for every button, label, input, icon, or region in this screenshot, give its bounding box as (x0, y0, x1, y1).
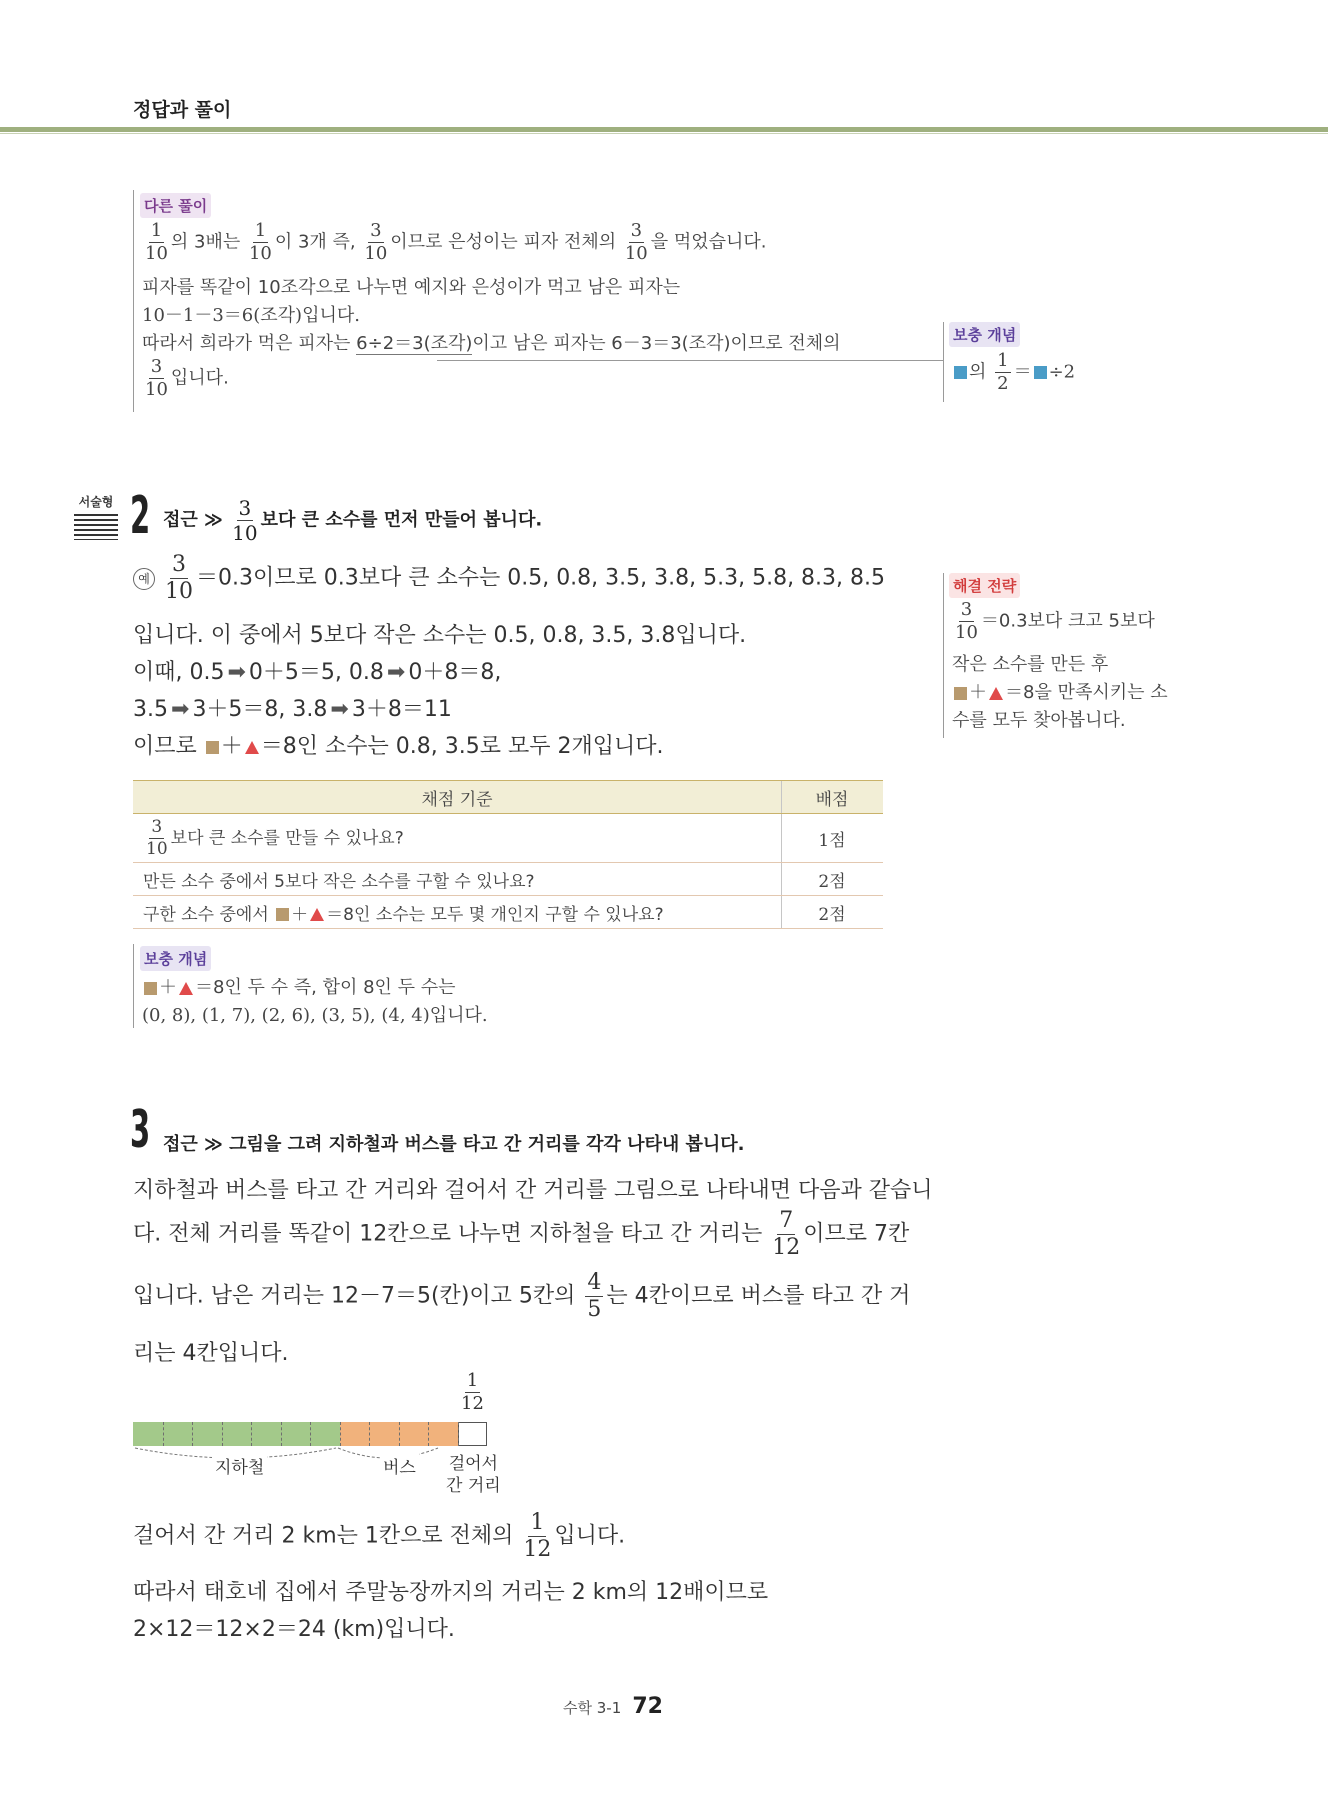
problem3-line2: 다. 전체 거리를 똑같이 12칸으로 나누면 지하철을 타고 간 거리는 $\frac{7}{12}$ 이므로 7칸 (133, 1208, 910, 1260)
blue-square-icon (1034, 366, 1047, 379)
bar-cell-divider (399, 1422, 400, 1446)
red-triangle-icon (179, 982, 193, 995)
rubric-criterion: $\frac{3}{10}$ 보다 큰 소수를 만들 수 있나요? (133, 814, 782, 863)
fraction-three-tenths: $\frac{3}{10}$ (624, 220, 648, 264)
alt-solution-line5: $\frac{3}{10}$ 입니다. (145, 356, 229, 400)
example-mark: 예 (133, 568, 155, 590)
bar-cell-divider (192, 1422, 193, 1446)
problem3-line6: 따라서 태호네 집에서 주말농장까지의 거리는 2 km의 12배이므로 (133, 1580, 769, 1605)
bar-cell-divider (251, 1422, 252, 1446)
bar-cell-divider (222, 1422, 223, 1446)
fraction-four-fifths: $\frac{4}{5}$ (587, 1270, 602, 1322)
essay-lines-icon (74, 514, 118, 540)
rubric-score: 1점 (782, 814, 884, 863)
side-note-supplement-formula: 의 $\frac{1}{2}$ ＝ ÷2 (952, 352, 1075, 393)
bar-cell-divider (340, 1422, 341, 1446)
fraction-one-tenth: $\frac{1}{10}$ (145, 220, 168, 264)
bar-cell (399, 1422, 429, 1446)
bar-cell-divider (458, 1422, 459, 1446)
leader-line (437, 360, 943, 361)
footer-page-number: 72 (632, 1694, 663, 1719)
problem2-number: 2 (130, 486, 151, 546)
page-header-title: 정답과 풀이 (133, 99, 232, 121)
scoring-rubric-table (133, 780, 883, 929)
supplement-note-tag: 보충 개념 (140, 946, 211, 971)
alt-solution-tag: 다른 풀이 (140, 193, 211, 218)
rubric-criterion: 만든 소수 중에서 5보다 작은 소수를 구할 수 있나요? (133, 863, 782, 896)
blue-square-icon (954, 366, 967, 379)
bar-cell-divider (281, 1422, 282, 1446)
fraction-three-tenths: $\frac{3}{10}$ (955, 599, 978, 643)
problem3-number: 3 (130, 1100, 151, 1160)
side-note-supplement-tag: 보충 개념 (949, 322, 1020, 347)
alt-solution-line4: 따라서 희라가 먹은 피자는 6÷2＝3(조각)이고 남은 피자는 6－3＝3(조각)이므로 전체의 (142, 333, 841, 354)
rubric-score: 2점 (782, 863, 884, 896)
underlined-expression: 6÷2＝3(조각) (356, 333, 473, 354)
fraction-three-tenths: $\frac{3}{10}$ (145, 356, 168, 400)
red-triangle-icon (245, 741, 259, 754)
essay-badge (74, 493, 118, 540)
tan-square-icon (144, 982, 157, 995)
supplement-note-line2: (0, 8), (1, 7), (2, 6), (3, 5), (4, 4)입니다. (142, 1005, 488, 1026)
side-note-strategy-line4: 수를 모두 찾아봅니다. (952, 710, 1126, 731)
bar-cell (340, 1422, 370, 1446)
bar-cell-divider (163, 1422, 164, 1446)
red-triangle-icon (989, 687, 1003, 700)
label-bus: 버스 (380, 1453, 419, 1478)
fraction-three-tenths: $\frac{3}{10}$ (165, 552, 193, 604)
alt-solution-line2: 피자를 똑같이 10조각으로 나누면 예지와 은성이가 먹고 남은 피자는 (142, 277, 681, 298)
header-rule (0, 127, 1328, 132)
fraction-three-tenths: $\frac{3}{10}$ (232, 496, 258, 545)
fraction-three-tenths: $\frac{3}{10}$ (364, 220, 388, 264)
footer-book: 수학 3-1 (563, 1699, 622, 1717)
tan-square-icon (206, 741, 219, 754)
problem3-line7: 2×12＝12×2＝24 (km)입니다. (133, 1617, 455, 1642)
problem3-approach: 접근 ≫ 그림을 그려 지하철과 버스를 타고 간 거리를 각각 나타내 봅니다. (163, 1134, 745, 1155)
bar-cell-divider (428, 1422, 429, 1446)
right-arrow-icon: ➡ (386, 660, 406, 685)
side-note-supplement (943, 322, 1144, 402)
right-arrow-icon: ➡ (330, 697, 349, 722)
bar-cell (428, 1422, 458, 1446)
side-note-strategy-line2: 작은 소수를 만든 후 (952, 654, 1109, 675)
fraction-one-twelfth: $\frac{1}{12}$ (461, 1370, 484, 1414)
bar-cell (458, 1422, 488, 1446)
fraction-one-half: $\frac{1}{2}$ (997, 350, 1009, 394)
bar-cell (251, 1422, 281, 1446)
side-note-strategy (943, 573, 1184, 738)
alt-solution-box (133, 190, 954, 412)
bar-fraction-label (458, 1372, 487, 1413)
bar-cell (192, 1422, 222, 1446)
rubric-header-row (133, 781, 883, 814)
rubric-row (133, 814, 883, 863)
rubric-header-score: 배점 (782, 781, 884, 814)
right-arrow-icon: ➡ (227, 660, 246, 685)
bar-cell (369, 1422, 399, 1446)
side-note-strategy-tag: 해결 전략 (949, 573, 1020, 598)
fraction-three-tenths: $\frac{3}{10}$ (146, 816, 168, 859)
problem3-line4: 리는 4칸입니다. (133, 1341, 289, 1366)
problem2-approach: 접근 ≫ $\frac{3}{10}$ 보다 큰 소수를 먼저 만들어 봅니다. (163, 496, 543, 545)
problem3-line5: 걸어서 간 거리 2 km는 1칸으로 전체의 $\frac{1}{12}$ 입니다. (133, 1510, 626, 1562)
bar-cell (222, 1422, 252, 1446)
supplement-note-box (133, 944, 554, 1028)
problem2-line3: 이때, 0.5 ➡ 0＋5＝5, 0.8 ➡ 0＋8＝8, (133, 660, 502, 685)
alt-solution-line1: $\frac{1}{10}$ 의 3배는 $\frac{1}{10}$ 이 3개 즉, $\frac{3}{10}$ 이므로 은성이는 피자 전체의 $\frac{3}{10}$ 을 먹었습니다. (145, 220, 767, 264)
rubric-header-criteria: 채점 기준 (133, 781, 782, 814)
bar-cell-divider (310, 1422, 311, 1446)
rubric-score: 2점 (782, 896, 884, 929)
supplement-note-line1: ＋ ＝8인 두 수 즉, 합이 8인 두 수는 (142, 974, 456, 1002)
label-subway: 지하철 (212, 1453, 267, 1478)
bar-cell (310, 1422, 340, 1446)
fraction-one-tenth: $\frac{1}{10}$ (248, 220, 272, 264)
problem3-line1: 지하철과 버스를 타고 간 거리와 걸어서 간 거리를 그림으로 나타내면 다음과 같습니 (133, 1178, 933, 1203)
tan-square-icon (954, 687, 967, 700)
essay-badge-label: 서술형 (78, 495, 114, 509)
problem2-line4: 3.5 ➡ 3＋5＝8, 3.8 ➡ 3＋8＝11 (133, 697, 452, 722)
problem3-line3: 입니다. 남은 거리는 12－7＝5(칸)이고 5칸의 $\frac{4}{5}$ 는 4칸이므로 버스를 타고 간 거 (133, 1270, 911, 1322)
right-arrow-icon: ➡ (171, 697, 190, 722)
bar-cell (163, 1422, 193, 1446)
problem2-line1: 예 $\frac{3}{10}$ ＝0.3이므로 0.3보다 큰 소수는 0.5, 0.8, 3.5, 3.8, 5.3, 5.8, 8.3, 8.5 (133, 554, 885, 603)
page-footer (563, 1694, 663, 1719)
side-note-strategy-line3: ＋ ＝8을 만족시키는 소 (952, 679, 1168, 707)
distance-bar-diagram (133, 1422, 487, 1446)
tan-square-icon (276, 908, 289, 921)
header-rule-thin (0, 133, 1328, 134)
side-note-strategy-line1: $\frac{3}{10}$ ＝0.3보다 크고 5보다 (955, 599, 1155, 643)
rubric-row (133, 896, 883, 929)
label-walk: 걸어서 간 거리 (446, 1454, 501, 1496)
rubric-row (133, 863, 883, 896)
red-triangle-icon (310, 908, 324, 921)
fraction-one-twelfth: $\frac{1}{12}$ (523, 1510, 552, 1562)
bar-cell (281, 1422, 311, 1446)
problem2-line5: 이므로 ＋ ＝8인 소수는 0.8, 3.5로 모두 2개입니다. (133, 734, 664, 759)
rubric-criterion: 구한 소수 중에서 ＋ ＝8인 소수는 모두 몇 개인지 구할 수 있나요? (133, 896, 782, 929)
bar-cell (133, 1422, 163, 1446)
alt-solution-line3: 10－1－3＝6(조각)입니다. (142, 305, 360, 326)
bar-cell-divider (369, 1422, 370, 1446)
problem2-line2: 입니다. 이 중에서 5보다 작은 소수는 0.5, 0.8, 3.5, 3.8입니다. (133, 623, 747, 648)
fraction-seven-twelfths: $\frac{7}{12}$ (772, 1208, 801, 1260)
